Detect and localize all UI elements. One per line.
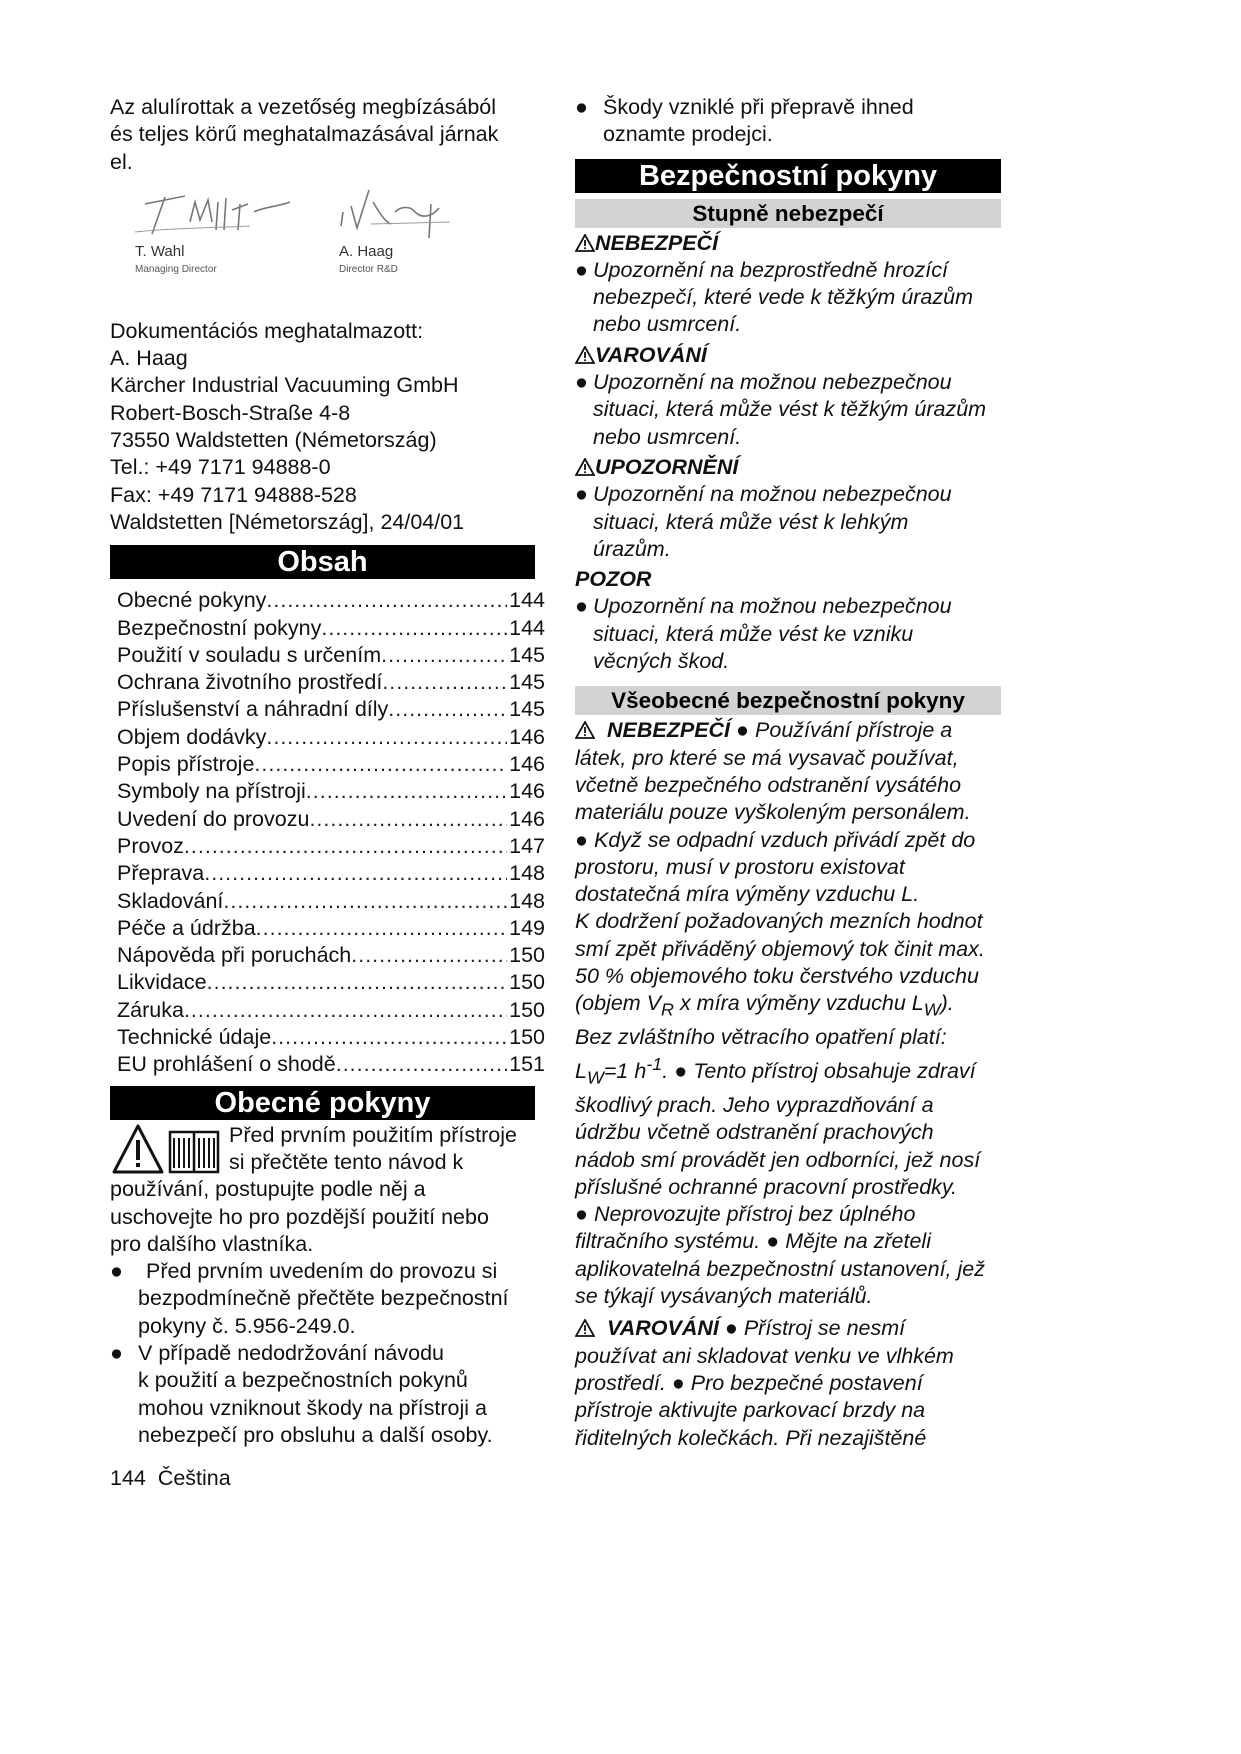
- toc-entry[interactable]: Péče a údržba ..... 149: [117, 915, 545, 942]
- transport-damage-bullet: ● Škody vzniklé při přepravě ihned oznamte prodejci.: [575, 95, 914, 147]
- signature-wahl: [130, 182, 300, 275]
- general-intro: [110, 1122, 535, 1258]
- general-safety-heading: Všeobecné bezpečnostní pokyny: [575, 686, 1001, 715]
- warning-manual-icons: [110, 1122, 222, 1185]
- toc-entry[interactable]: Likvidace ..... 150: [117, 969, 545, 996]
- manual-book-icon: [170, 1132, 218, 1172]
- toc-entry[interactable]: Obecné pokyny ..... 144: [117, 587, 545, 614]
- danger-intro-line: NEBEZPEČÍ ● Používání přístroje a: [575, 717, 1001, 744]
- toc-entry[interactable]: Záruka ..... 150: [117, 997, 545, 1024]
- toc-entry[interactable]: Přeprava ..... 148: [117, 860, 545, 887]
- bullet-dot: ●: [110, 1340, 123, 1365]
- warning-triangle-icon: [110, 1122, 222, 1178]
- signature-haag: [335, 182, 460, 275]
- intro-line: Az alulírottak a vezetőség megbízásából: [110, 95, 497, 119]
- intro-line: používání, postupujte podle něj a: [110, 1177, 426, 1202]
- address-line: Fax: +49 7171 94888-528: [110, 482, 357, 507]
- bullet-dot: ●: [575, 95, 588, 119]
- intro-line: pro dalšího vlastníka.: [110, 1231, 314, 1256]
- danger-level-label: VAROVÁNÍ: [575, 342, 1001, 369]
- address-line: Robert-Bosch-Straße 4-8: [110, 400, 351, 425]
- danger-level: NEBEZPEČÍ ● Upozornění na bezprostředně hrozící nebezpečí, které vede k těžkým úrazům nebo usmrcení.: [575, 230, 1001, 339]
- toc-entry[interactable]: Symboly na přístroji ..... 146: [117, 778, 545, 805]
- table-of-contents: [117, 587, 545, 1078]
- safety-heading: Bezpečnostní pokyny: [575, 159, 1001, 193]
- general-safety-text: NEBEZPEČÍ ● Používání přístroje a látek, pro které se má vysavač používat, včetně bezpečného odstranění vysátého materiálu pouze vyškoleným personálem. ● Když se odpadní vzduch přivádí zpět do prostoru, musí v prostoru existovat dostatečná míra výměny vzduchu L. K dodržení požadovaných mezních hodnot smí zpět přiváděný objemový tok činit max. 50 % objemového toku čerstvého vzduchu (objem $V_R$ x míra výměny vzduchu $L_W$). Bez zvláštního větracího opatření platí: $L_W=1$ $h^{-1}$. ● Tento přístroj obsahuje zdraví škodlivý prach. Jeho vyprazdňování a údržbu včetně odstranění prachových nádob smí provádět jen odborníci, jež nosí příslušné ochranné pracovní prostředky. ● Neprovozujte přístroj bez úplného filtračního systému. ● Mějte na zřeteli aplikovatelná bezpečnostní ustanovení, jež se týkají vysávaných materiálů. VAROVÁNÍ ● Přístroj se nesmí používat ani skladovat venku ve vlhkém prostředí. ● Pro bezpečné postavení přístroje aktivujte parkovací brzdy na řiditelných kolečkách. Při nezajištěné: [575, 717, 1001, 1451]
- danger-level: POZOR ● Upozornění na možnou nebezpečnou situaci, která může vést ke vzniku věcných škod.: [575, 566, 1001, 675]
- signature-wahl-drawing: [130, 182, 300, 242]
- page-number: 144: [110, 1466, 146, 1490]
- general-bullet: ● Před prvním uvedením do provozu si bezpodmínečně přečtěte bezpečnostní pokyny č. 5.956-249.0.: [110, 1259, 509, 1338]
- danger-level: VAROVÁNÍ ● Upozornění na možnou nebezpečnou situaci, která může vést k těžkým úrazům nebo usmrcení.: [575, 342, 1001, 451]
- footer-language: Čeština: [157, 1466, 231, 1490]
- address-line: Tel.: +49 7171 94888-0: [110, 455, 331, 480]
- address-line: 73550 Waldstetten (Németország): [110, 428, 437, 453]
- intro-line: Před prvním použitím přístroje: [229, 1122, 517, 1147]
- address-line: Dokumentációs meghatalmazott:: [110, 318, 424, 343]
- warning-intro-line: VAROVÁNÍ ● Přístroj se nesmí: [575, 1315, 1001, 1342]
- toc-entry[interactable]: Příslušenství a náhradní díly ..... 145: [117, 696, 545, 723]
- intro-line: el.: [110, 149, 133, 174]
- warning-triangle-icon: [575, 346, 595, 364]
- danger-level-label: NEBEZPEČÍ: [575, 230, 1001, 257]
- intro-line: si přečtěte tento návod k: [229, 1149, 464, 1174]
- formula-line: $L_W=1$ $h^{-1}$. ● Tento přístroj obsahuje zdraví: [575, 1054, 976, 1088]
- warning-triangle-icon: [575, 458, 595, 476]
- warning-triangle-icon: [575, 1319, 595, 1337]
- left-column: [110, 94, 545, 1449]
- toc-entry[interactable]: Nápověda při poruchách ..... 150: [117, 942, 545, 969]
- toc-entry[interactable]: Použití v souladu s určením ..... 145: [117, 642, 545, 669]
- intro-line: és teljes körű meghatalmazásával járnak: [110, 122, 499, 147]
- general-bullet: ● V případě nedodržování návodu k použití a bezpečnostních pokynů mohou vzniknout škody na přístroji a nebezpečí pro obsluhu a další osoby.: [110, 1340, 493, 1447]
- signature-name: T. Wahl: [135, 242, 185, 260]
- toc-entry[interactable]: Uvedení do provozu ..... 146: [117, 806, 545, 833]
- toc-entry[interactable]: EU prohlášení o shodě ..... 151: [117, 1051, 545, 1078]
- danger-levels-heading: Stupně nebezpečí: [575, 199, 1001, 228]
- address-block: [110, 318, 535, 536]
- warning-triangle-icon: [575, 721, 595, 739]
- toc-entry[interactable]: Objem dodávky ..... 146: [117, 724, 545, 751]
- signature-haag-drawing: [335, 182, 460, 242]
- signature-role: Director R&D: [339, 263, 398, 275]
- toc-entry[interactable]: Skladování ..... 148: [117, 888, 545, 915]
- toc-heading: Obsah: [110, 545, 535, 579]
- danger-level-label: UPOZORNĚNÍ: [575, 454, 1001, 481]
- general-heading: Obecné pokyny: [110, 1086, 535, 1120]
- formula-line: (objem $V_R$ x míra výměny vzduchu $L_W$).: [575, 991, 954, 1020]
- warning-triangle-icon: [575, 234, 595, 252]
- signature-name: A. Haag: [339, 242, 394, 260]
- toc-entry[interactable]: Bezpečnostní pokyny ..... 144: [117, 615, 545, 642]
- toc-entry[interactable]: Popis přístroje ..... 146: [117, 751, 545, 778]
- right-column: [575, 94, 1001, 1452]
- danger-level-label: POZOR: [575, 567, 652, 592]
- intro-paragraph: [110, 94, 535, 176]
- address-line: Waldstetten [Németország], 24/04/01: [110, 509, 465, 534]
- danger-level: UPOZORNĚNÍ ● Upozornění na možnou nebezpečnou situaci, která může vést k lehkým úrazům.: [575, 454, 1001, 563]
- signature-role: Managing Director: [135, 263, 217, 275]
- toc-entry[interactable]: Technické údaje ..... 150: [117, 1024, 545, 1051]
- signature-block: [110, 182, 535, 318]
- bullet-dot: ●: [110, 1259, 123, 1284]
- page-footer: [110, 1465, 231, 1492]
- toc-entry[interactable]: Ochrana životního prostředí ..... 145: [117, 669, 545, 696]
- address-line: Kärcher Industrial Vacuuming GmbH: [110, 373, 459, 398]
- toc-entry[interactable]: Provoz ..... 147: [117, 833, 545, 860]
- address-line: A. Haag: [110, 346, 188, 371]
- intro-line: uschovejte ho pro pozdější použití nebo: [110, 1204, 489, 1229]
